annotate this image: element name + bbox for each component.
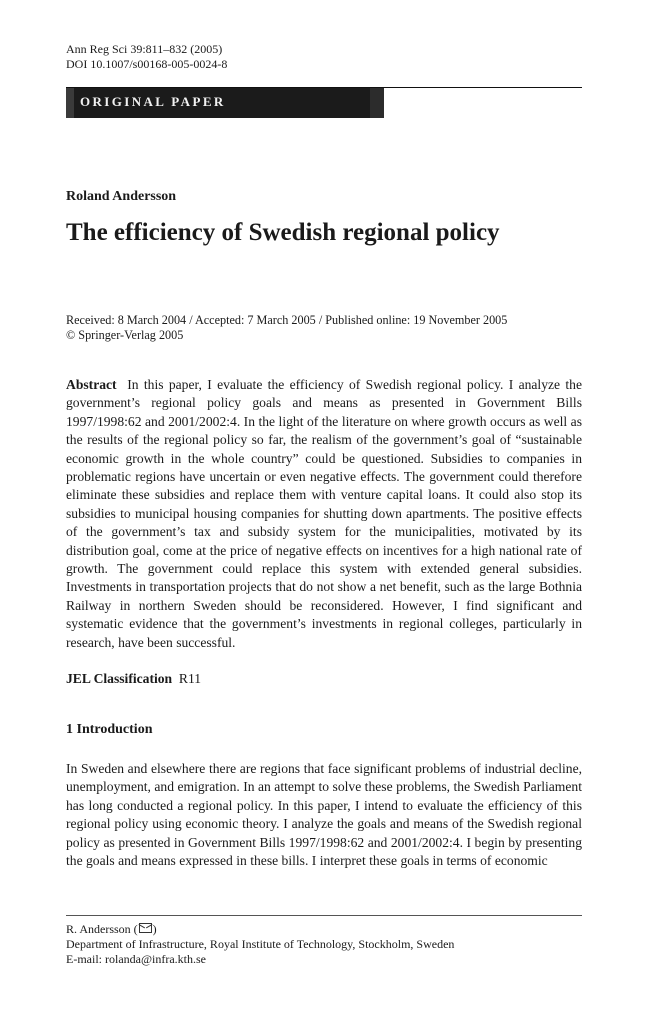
corresponding-author [66, 922, 454, 937]
jel-value: R11 [178, 671, 202, 686]
abstract [66, 376, 582, 652]
journal-citation: Ann Reg Sci 39:811–832 (2005) [66, 42, 223, 56]
author-footnote [66, 922, 454, 967]
email-line: E-mail: rolanda@infra.kth.se [66, 952, 207, 966]
affiliation: Department of Infrastructure, Royal Institute of Technology, Stockholm, Sweden [66, 937, 455, 951]
jel-label: JEL Classification [66, 671, 173, 686]
jel-classification [66, 670, 582, 688]
banner-edge-right [370, 88, 384, 118]
author-name: Roland Andersson [66, 189, 177, 204]
footnote-author-name: R. Andersson ( [66, 922, 138, 936]
article-type-label: ORIGINAL PAPER [80, 94, 226, 109]
introduction-text: In Sweden and elsewhere there are regions that face significant problems of industrial decline, unemployment, and emigration. In an attempt to solve these problems, the Swedish Parliament has long conducted a regional policy. In this paper, I intend to evaluate the efficiency of this regional policy using economic theory. I analyze the goals and means of the Swedish regional policy as presented in Government Bills 1997/1998:62 and 2001/2002:4. I begin by presenting the goals and means expressed in these bills. I interpret these goals in terms of economic [66, 761, 582, 869]
doi-line: DOI 10.1007/s00168-005-0024-8 [66, 57, 228, 71]
footnote-author-close: ) [152, 922, 157, 936]
article-title: The efficiency of Swedish regional policy [66, 219, 500, 246]
received-line: Received: 8 March 2004 / Accepted: 7 March 2005 / Published online: 19 November 2005 [66, 313, 508, 327]
publication-dates [66, 313, 507, 343]
section-heading: 1 Introduction [66, 722, 153, 737]
copyright-line: © Springer-Verlag 2005 [66, 328, 184, 342]
footnote-rule [66, 915, 582, 916]
abstract-label: Abstract [66, 377, 117, 392]
banner-edge-left [66, 88, 74, 118]
journal-meta [66, 42, 227, 72]
abstract-text: In this paper, I evaluate the efficiency of Swedish regional policy. I analyze the government’s regional policy goals and means as presented in Government Bills 1997/1998:62 and 2001/2002:4. In the light of the literature on where growth occurs as well as the results of the regional policy so far, the realism of the government’s goal of “sustainable economic growth in the whole country” could be questioned. Subsidies to companies in problematic regions have uncertain or even negative effects. The government could therefore eliminate these subsidies and replace them with venture capital loans. It could also stop its subsidies to municipal housing companies for shutting down apartments. The positive effects of the government’s tax and subsidy system for the municipalities, motivated by its distribution goal, come at the price of negative effects on incentives for a high national rate of growth. The government could replace this system with extended general subsidies. Investments in transportation projects that do not show a net benefit, such as the large Bothnia Railway in northern Sweden should be reconsidered. However, I find significant and systematic evidence that the government’s investments in regional colleges, particularly in research, have been successful. [66, 377, 583, 650]
envelope-icon [139, 923, 152, 933]
